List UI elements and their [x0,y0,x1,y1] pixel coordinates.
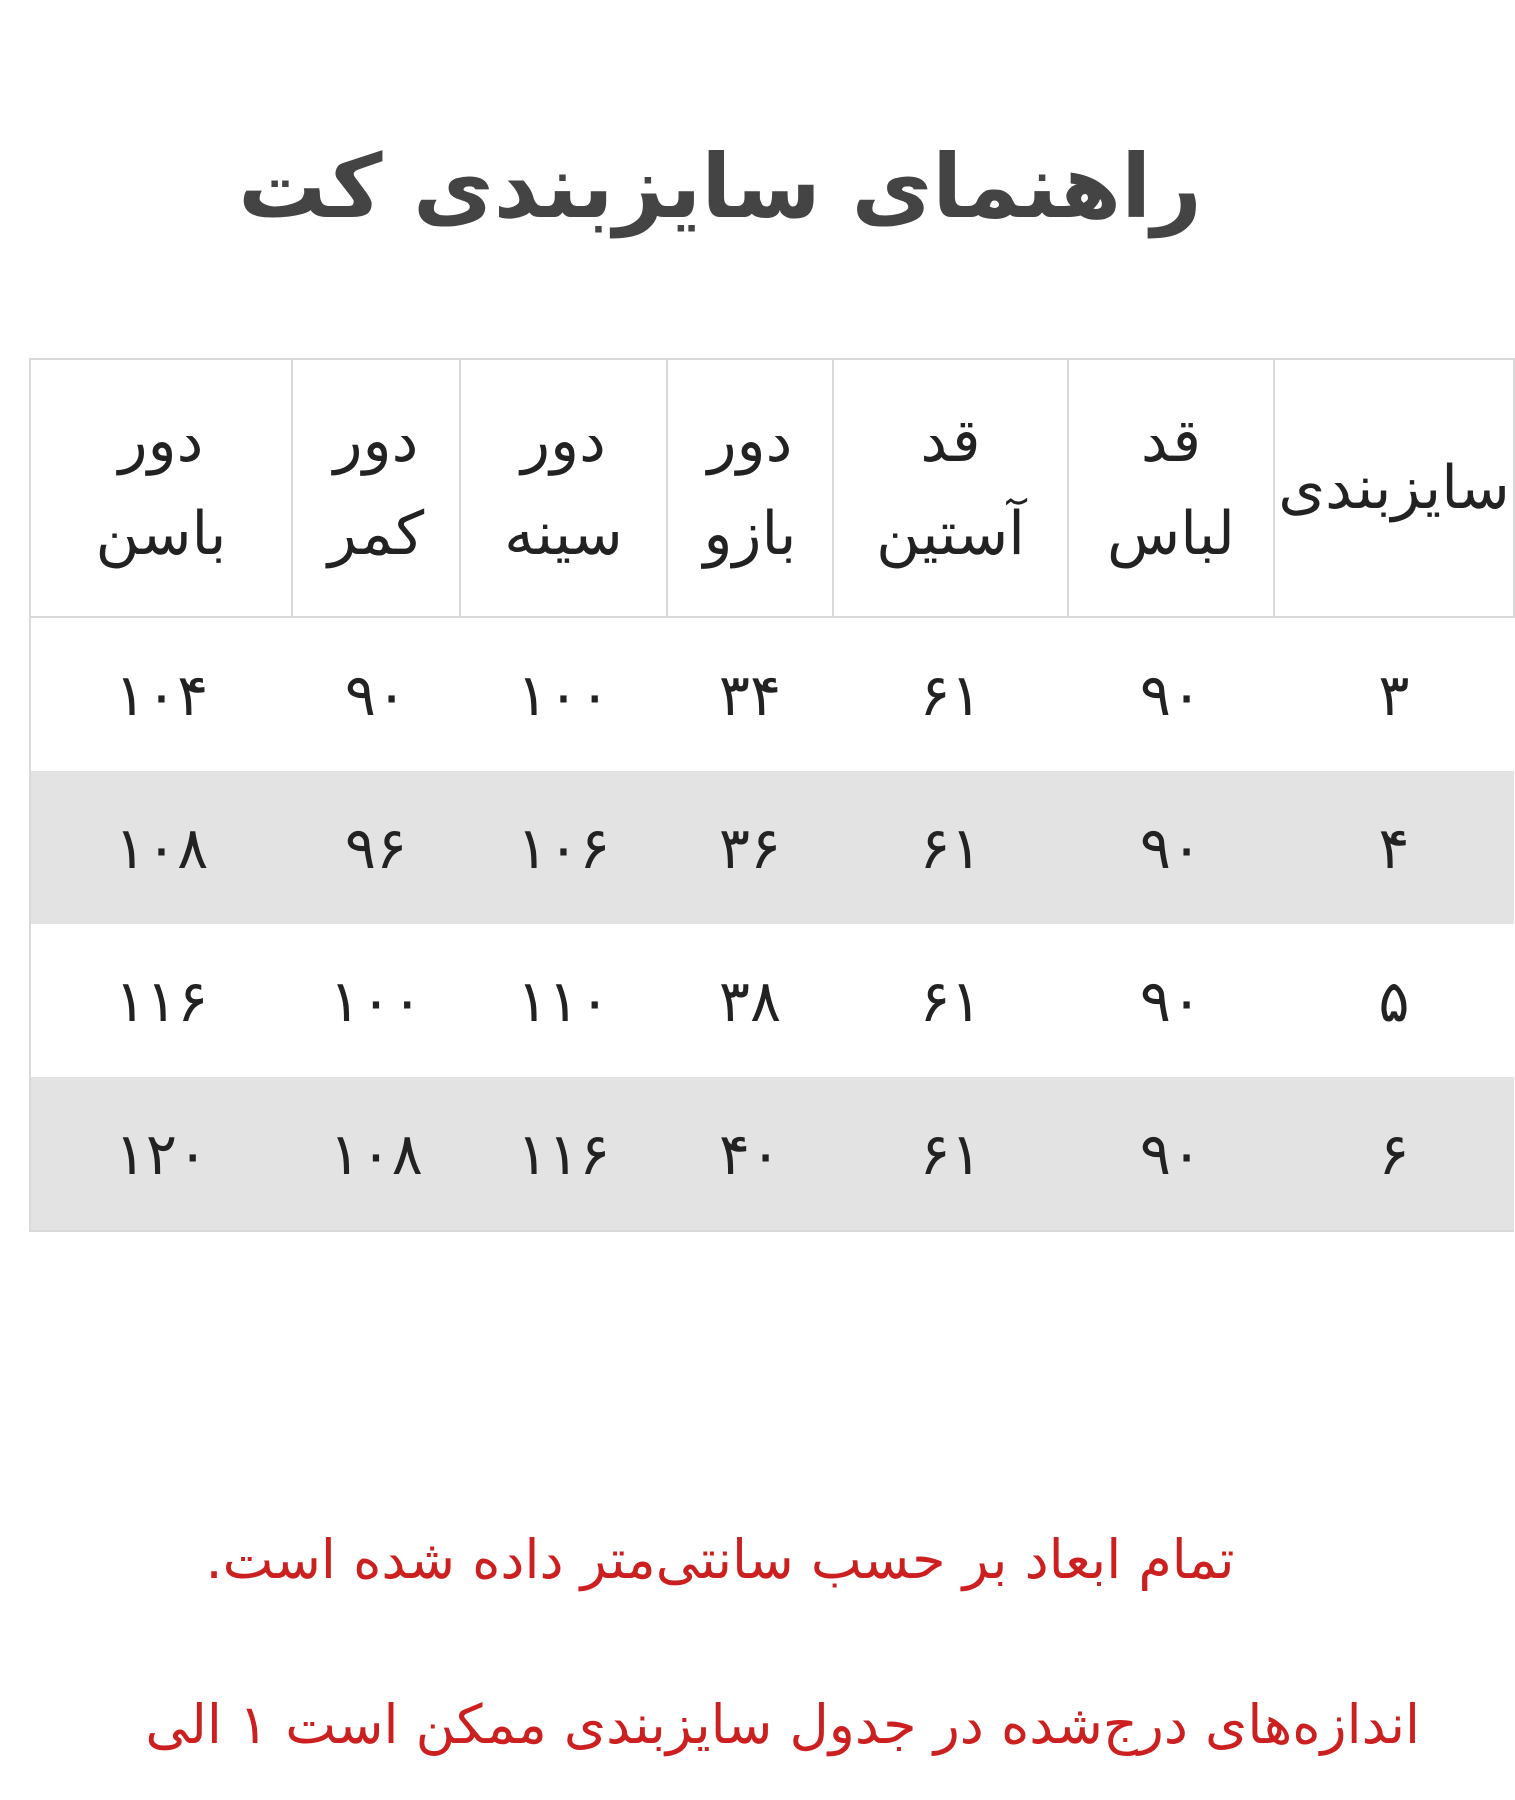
table-header-row [30,359,1514,617]
header-size [1274,359,1514,617]
cell-hip: ۱۲۰ [30,1077,292,1231]
cell-garment-length: ۹۰ [1068,924,1274,1077]
header-label-line1: قد [1140,406,1202,476]
cell-chest: ۱۰۰ [460,617,667,771]
header-label-line2: آستین [876,499,1025,569]
cell-arm: ۴۰ [667,1077,833,1231]
header-garment-length [1068,359,1274,617]
header-label-line2: بازو [703,499,797,569]
cell-waist: ۹۶ [292,771,460,924]
table-row [30,617,1514,771]
cell-chest: ۱۱۶ [460,1077,667,1231]
cell-sleeve-length: ۶۱ [833,924,1068,1077]
cell-arm: ۳۶ [667,771,833,924]
tolerance-note: اندازه‌های درج‌شده در جدول سایزبندی ممکن است ۱ الی [145,1693,1420,1756]
table-row [30,924,1514,1077]
cell-sleeve-length: ۶۱ [833,1077,1068,1231]
size-table-container [31,358,1510,1242]
size-table [29,358,1515,1232]
cell-arm: ۳۴ [667,617,833,771]
header-hip-circumference [30,359,292,617]
header-label-line1: دور [707,406,793,476]
header-label-line2: سینه [504,499,623,569]
page-title: راهنمای سایزبندی کت [238,135,1202,238]
table-row [30,1077,1514,1231]
header-sleeve-length [833,359,1068,617]
cell-size: ۶ [1274,1077,1514,1231]
header-arm-circumference [667,359,833,617]
units-note: تمام ابعاد بر حسب سانتی‌متر داده شده است. [205,1528,1235,1591]
cell-arm: ۳۸ [667,924,833,1077]
cell-size: ۴ [1274,771,1514,924]
table-row [30,771,1514,924]
header-waist-circumference [292,359,460,617]
cell-garment-length: ۹۰ [1068,1077,1274,1231]
cell-waist: ۱۰۰ [292,924,460,1077]
header-label-line1: دور [333,406,419,476]
cell-size: ۵ [1274,924,1514,1077]
cell-sleeve-length: ۶۱ [833,617,1068,771]
header-label-line1: دور [118,406,204,476]
cell-chest: ۱۰۶ [460,771,667,924]
cell-hip: ۱۰۸ [30,771,292,924]
header-label-line2: باسن [95,499,227,569]
header-label-line1: قد [920,406,981,476]
cell-sleeve-length: ۶۱ [833,771,1068,924]
header-label-line2: لباس [1107,499,1235,569]
header-label-line2: کمر [327,499,425,569]
header-size-label: سایزبندی [1278,452,1510,523]
cell-chest: ۱۱۰ [460,924,667,1077]
cell-waist: ۱۰۸ [292,1077,460,1231]
cell-hip: ۱۱۶ [30,924,292,1077]
cell-garment-length: ۹۰ [1068,617,1274,771]
header-label-line1: دور [521,406,606,476]
cell-waist: ۹۰ [292,617,460,771]
cell-size: ۳ [1274,617,1514,771]
header-chest-circumference [460,359,667,617]
cell-garment-length: ۹۰ [1068,771,1274,924]
cell-hip: ۱۰۴ [30,617,292,771]
